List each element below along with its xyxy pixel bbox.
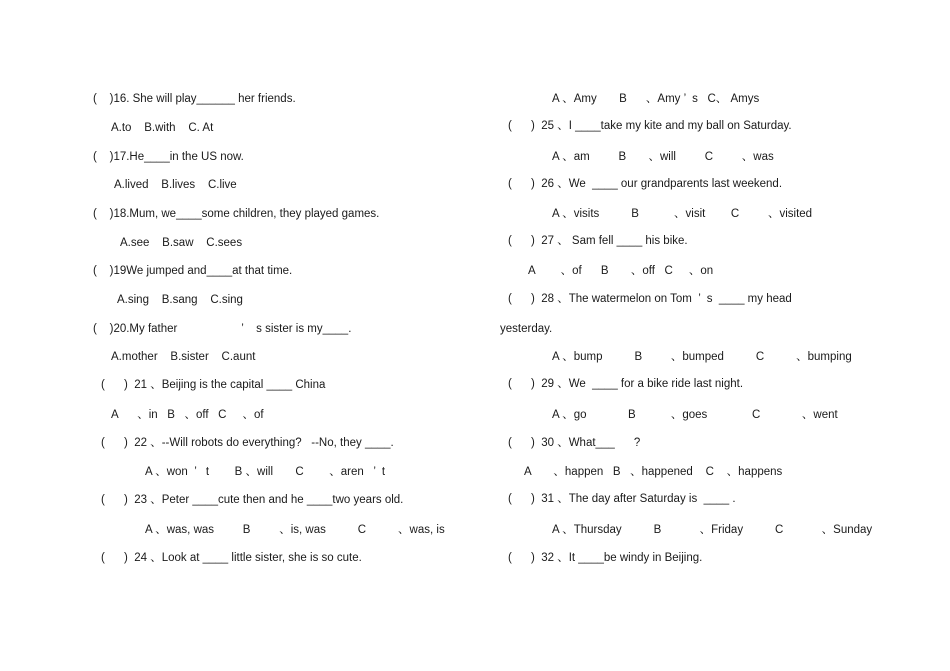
question-17-options: A.lived B.lives C.live	[114, 179, 237, 191]
question-20: ( )20.My father ’ s sister is my____.	[93, 323, 352, 335]
question-17: ( )17.He____in the US now.	[93, 151, 244, 163]
question-24: ( ) 24 、Look at ____ little sister, she is so cute.	[101, 552, 362, 564]
question-30-options: A 、happen B 、happened C 、happens	[524, 466, 783, 478]
question-29: ( ) 29 、We ____ for a bike ride last night.	[508, 378, 744, 390]
question-19: ( )19We jumped and____at that time.	[93, 265, 293, 277]
question-26-options: A 、visits B 、visit C 、visited	[552, 208, 813, 220]
question-18-options: A.see B.saw C.sees	[120, 237, 243, 249]
question-31-options: A 、Thursday B 、Friday C 、Sunday	[552, 524, 873, 536]
question-30: ( ) 30 、What___ ?	[508, 437, 641, 449]
question-21: ( ) 21 、Beijing is the capital ____ China	[101, 379, 326, 391]
question-23: ( ) 23 、Peter ____cute then and he ____two years old.	[101, 494, 404, 506]
question-16-options: A.to B.with C. At	[111, 122, 214, 134]
question-25: ( ) 25 、I ____take my kite and my ball on Saturday.	[508, 120, 792, 132]
question-24-options: A 、Amy B 、Amy ’ s C、 Amys	[552, 93, 760, 105]
question-19-options: A.sing B.sang C.sing	[117, 294, 243, 306]
question-28-continuation: yesterday.	[500, 323, 553, 335]
question-16: ( )16. She will play______ her friends.	[93, 93, 296, 105]
question-27: ( ) 27 、 Sam fell ____ his bike.	[508, 235, 688, 247]
question-23-options: A 、was, was B 、is, was C 、was, is	[145, 524, 445, 536]
question-18: ( )18.Mum, we____some children, they played games.	[93, 208, 380, 220]
question-20-options: A.mother B.sister C.aunt	[111, 351, 256, 363]
question-29-options: A 、go B 、goes C 、went	[552, 409, 838, 421]
question-22-options: A 、won ’ t B 、will C 、aren ’ t	[145, 466, 386, 478]
question-28-options: A 、bump B 、bumped C 、bumping	[552, 351, 852, 363]
question-32: ( ) 32 、It ____be windy in Beijing.	[508, 552, 703, 564]
question-27-options: A 、of B 、off C 、on	[528, 265, 714, 277]
question-28: ( ) 28 、The watermelon on Tom ’ s ____ my head	[508, 293, 792, 305]
question-22: ( ) 22 、--Will robots do everything? --No, they ____.	[101, 437, 394, 449]
question-21-options: A 、in B 、off C 、of	[111, 409, 264, 421]
question-26: ( ) 26 、We ____ our grandparents last weekend.	[508, 178, 783, 190]
question-31: ( ) 31 、The day after Saturday is ____ .	[508, 493, 736, 505]
question-25-options: A 、am B 、will C 、was	[552, 151, 774, 163]
